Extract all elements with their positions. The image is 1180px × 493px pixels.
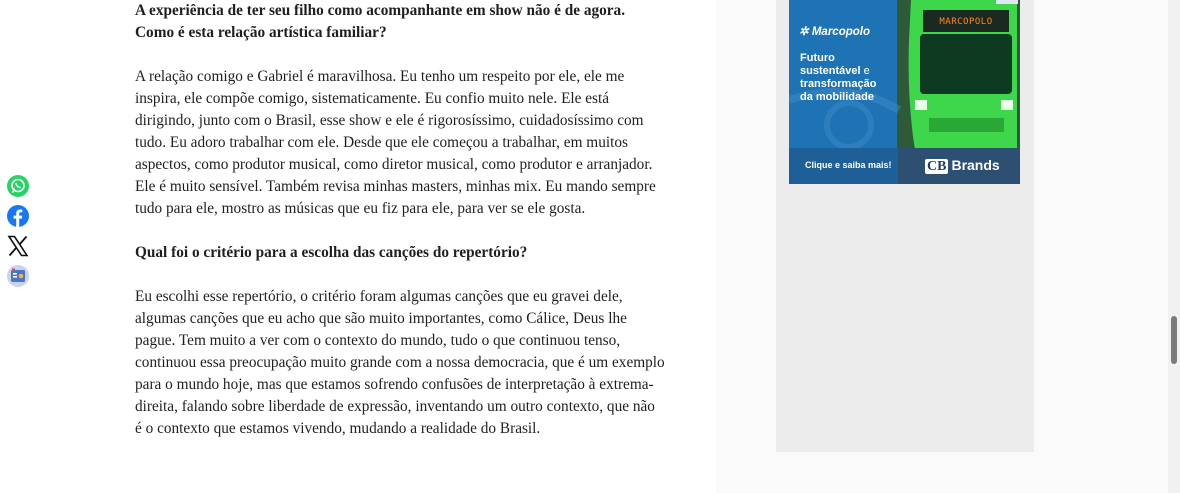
- headline-line-4: da mobilidade: [800, 91, 874, 103]
- whatsapp-icon: [6, 174, 30, 198]
- bus-destination-sign: MARCOPOLO: [939, 17, 993, 27]
- brand-name: Marcopolo: [811, 26, 870, 38]
- google-news-share-button[interactable]: [6, 264, 30, 288]
- answer-paragraph-2: Eu escolhi esse repertório, o critério foram algumas canções que eu gravei dele, algumas canções que eu acho que são muito importantes, como Cálice, Deus lhe pague. Tem muito a ver com o contexto do mundo, tudo o que continuou tenso, continuou essa preocupação muito grande com a nossa democracia, que é um exemplo para o mundo hoje, mas que estamos sofrendo confusões de interpretação à extrema-direita, falando sobre liberdade de expressão, inventando um outro contexto, que não é o contexto que estamos vivendo, mudando a realidade do Brasil.: [135, 288, 665, 437]
- headline-line-2: sustentável: [800, 65, 861, 77]
- cb-brands-text: Brands: [951, 157, 1000, 173]
- x-share-button[interactable]: [6, 234, 30, 258]
- cb-mark: CB: [927, 159, 947, 174]
- page-scrollbar-track[interactable]: [1168, 0, 1180, 493]
- question-heading-1: A experiência de ter seu filho como acompanhante em show não é de agora. Como é esta relação artística familiar?: [135, 2, 626, 41]
- article-body: [135, 0, 665, 440]
- ad-headline: [800, 52, 900, 104]
- ad-cta-link[interactable]: Clique e saiba mais!: [805, 160, 892, 170]
- headline-conjunction: e: [863, 65, 870, 77]
- answer-paragraph-1: A relação comigo e Gabriel é maravilhosa. Eu tenho um respeito por ele, ele me inspira, ele compõe comigo, sistematicamente. Eu confio muito nele. Ele está dirigindo, junto com o Brasil, esse show e ele é rigorosíssimo, cuidadosíssimo com tudo. Eu adoro trabalhar com ele. Desde que ele começou a trabalhar, em muitos aspectos, como produtor musical, como diretor musical, como produtor e arranjador. Ele é muito sensível. Também revisa minhas masters, minhas mix. Eu mando sempre tudo para ele, mostro as músicas que eu fiz para ele, para ver se ele gosta.: [135, 68, 656, 217]
- x-icon: [6, 234, 30, 258]
- adchoices-icon[interactable]: [996, 0, 1018, 4]
- ad-footer: [789, 148, 1020, 184]
- headline-line-3: transformação: [800, 78, 877, 90]
- headline-line-1: Futuro: [800, 52, 835, 64]
- marcopolo-ad-banner[interactable]: [789, 0, 1020, 184]
- marcopolo-logo: [799, 24, 870, 38]
- facebook-icon: [6, 204, 30, 228]
- question-heading-2: Qual foi o critério para a escolha das canções do repertório?: [135, 244, 528, 261]
- whatsapp-share-button[interactable]: [6, 174, 30, 198]
- cb-brands-block: [898, 148, 1020, 184]
- marcopolo-emblem-icon: ✲: [799, 26, 812, 38]
- facebook-share-button[interactable]: [6, 204, 30, 228]
- google-news-icon: [6, 264, 30, 288]
- page-scrollbar-thumb[interactable]: [1171, 316, 1177, 364]
- cb-brands-logo: [925, 157, 1000, 175]
